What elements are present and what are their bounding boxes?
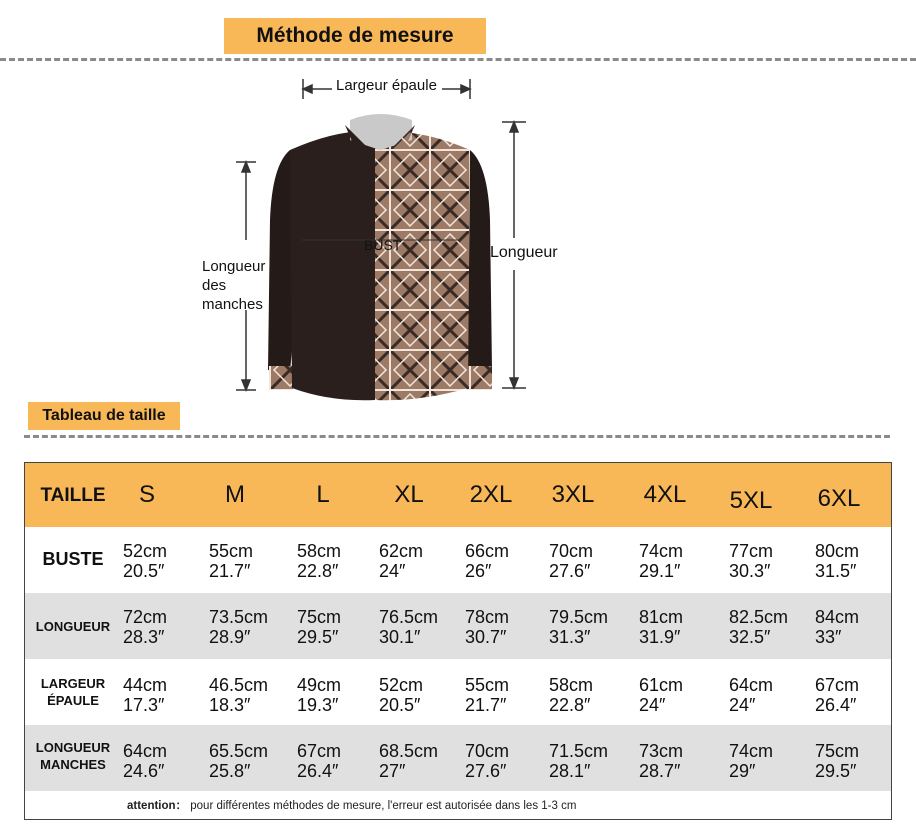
table-cell [297,741,353,781]
row-label-sleeve: LONGUEUR MANCHES [35,740,111,772]
cell-inch: 17.3″ [123,695,165,715]
table-cell [123,675,179,715]
size-s: S [138,481,155,508]
cell-inch: 24″ [379,561,406,581]
table-cell [549,675,605,715]
cell-inch: 31.5″ [815,561,857,581]
cell-cm: 82.5cm [729,607,789,627]
cell-cm: 49cm [297,675,342,695]
table-cell [639,741,695,781]
row-label-length: LONGUEUR [35,619,111,634]
cell-cm: 58cm [549,675,594,695]
size-xl: XL [394,481,424,508]
table-cell [379,675,435,715]
cell-cm: 73.5cm [209,607,269,627]
measurement-note [127,797,576,813]
cell-cm: 65.5cm [209,741,269,761]
sleeve-length-label: Longueur des manches [202,258,266,313]
table-row-bust [25,527,891,593]
cell-inch: 29″ [729,761,756,781]
note-prefix: attention： [127,800,188,812]
cell-inch: 26″ [465,561,492,581]
table-cell [297,541,353,581]
table-cell [815,675,871,715]
cell-cm: 70cm [549,541,594,561]
table-cell [123,541,179,581]
cell-cm: 73cm [639,741,684,761]
cell-cm: 64cm [123,741,168,761]
cell-inch: 29.5″ [297,627,339,647]
cell-inch: 27.6″ [465,761,507,781]
cell-inch: 30.3″ [729,561,771,581]
cell-inch: 24″ [639,695,666,715]
table-cell [209,607,269,647]
cell-cm: 55cm [209,541,254,561]
cell-cm: 75cm [297,607,342,627]
cell-cm: 84cm [815,607,860,627]
length-label: Longueur [490,244,558,261]
divider [24,435,890,438]
cell-cm: 64cm [729,675,774,695]
divider [0,58,916,61]
table-cell [815,741,871,781]
table-cell [639,675,695,715]
cell-inch: 24.6″ [123,761,165,781]
row-label-shoulder: LARGEUR ÉPAULE [40,676,106,708]
size-header-label: TAILLE [40,485,106,506]
cell-inch: 28.3″ [123,627,165,647]
size-6xl: 6XL [817,485,861,512]
cell-inch: 21.7″ [209,561,251,581]
table-row-length [25,593,891,659]
cell-cm: 58cm [297,541,342,561]
cell-cm: 78cm [465,607,510,627]
cell-cm: 71.5cm [549,741,609,761]
cell-cm: 76.5cm [379,607,439,627]
table-cell [729,607,789,647]
page-title: Méthode de mesure [224,18,486,54]
table-cell [729,741,785,781]
cell-cm: 80cm [815,541,860,561]
cell-inch: 27.6″ [549,561,591,581]
cell-inch: 31.3″ [549,627,591,647]
cell-cm: 61cm [639,675,684,695]
cell-inch: 30.1″ [379,627,421,647]
cell-inch: 30.7″ [465,627,507,647]
cell-cm: 74cm [639,541,684,561]
cell-cm: 62cm [379,541,424,561]
table-cell [379,541,435,581]
table-cell [465,607,521,647]
cell-cm: 81cm [639,607,684,627]
table-cell [465,541,521,581]
cell-inch: 33″ [815,627,842,647]
table-cell [209,741,269,781]
table-cell [639,541,695,581]
cell-cm: 72cm [123,607,168,627]
note-text: pour différentes méthodes de mesure, l'erreur est autorisée dans les 1-3 cm [190,800,577,812]
cell-inch: 20.5″ [123,561,165,581]
shoulder-width-label: Largeur épaule [336,77,437,94]
cell-cm: 46.5cm [209,675,269,695]
cell-inch: 26.4″ [815,695,857,715]
table-cell [379,741,439,781]
table-cell [465,675,521,715]
size-l: L [316,481,330,508]
cell-inch: 24″ [729,695,756,715]
table-cell [123,607,179,647]
table-cell [815,541,871,581]
cell-inch: 28.9″ [209,627,251,647]
table-cell [729,541,785,581]
table-cell [465,741,521,781]
size-3xl: 3XL [551,481,595,508]
cell-cm: 44cm [123,675,168,695]
size-chart-title: Tableau de taille [28,402,180,430]
cell-inch: 22.8″ [549,695,591,715]
cell-cm: 66cm [465,541,510,561]
cell-inch: 32.5″ [729,627,771,647]
cell-cm: 67cm [815,675,860,695]
cell-cm: 55cm [465,675,510,695]
cell-cm: 77cm [729,541,774,561]
cell-inch: 29.1″ [639,561,681,581]
size-2xl: 2XL [469,481,513,508]
cell-cm: 52cm [379,675,424,695]
cell-cm: 75cm [815,741,860,761]
cell-cm: 68.5cm [379,741,439,761]
table-cell [549,541,605,581]
cell-inch: 27″ [379,761,406,781]
cell-inch: 22.8″ [297,561,339,581]
size-4xl: 4XL [643,481,687,508]
cell-inch: 25.8″ [209,761,251,781]
table-cell [123,741,179,781]
size-table [24,462,892,820]
cell-cm: 79.5cm [549,607,609,627]
size-5xl: 5XL [729,487,773,514]
cell-inch: 29.5″ [815,761,857,781]
table-cell [639,607,695,647]
cell-inch: 26.4″ [297,761,339,781]
table-row-shoulder [25,659,891,725]
cell-cm: 70cm [465,741,510,761]
cell-inch: 28.1″ [549,761,591,781]
table-cell [297,675,353,715]
cell-cm: 52cm [123,541,168,561]
cell-inch: 20.5″ [379,695,421,715]
cell-inch: 31.9″ [639,627,681,647]
cell-inch: 28.7″ [639,761,681,781]
table-cell [549,741,609,781]
table-cell [549,607,609,647]
table-cell [815,607,871,647]
table-header [25,463,891,527]
row-label-bust: BUSTE [42,549,104,569]
cell-inch: 19.3″ [297,695,339,715]
cell-inch: 21.7″ [465,695,507,715]
table-cell [209,541,265,581]
bust-label: BUST [364,237,402,253]
table-row-sleeve [25,725,891,791]
table-cell [729,675,785,715]
table-cell [209,675,269,715]
cell-inch: 18.3″ [209,695,251,715]
size-m: M [225,481,245,508]
table-cell [297,607,353,647]
table-cell [379,607,439,647]
cell-cm: 67cm [297,741,342,761]
cell-cm: 74cm [729,741,774,761]
